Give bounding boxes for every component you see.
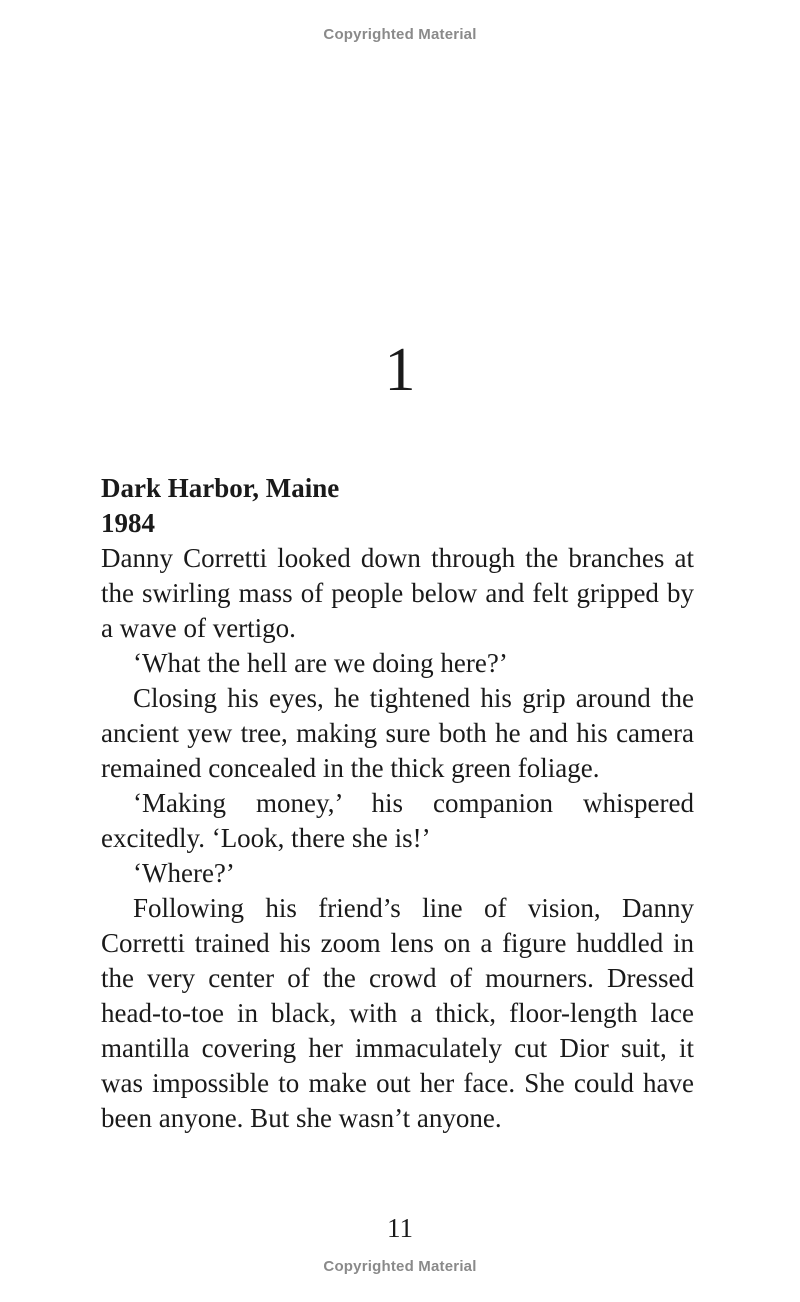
year-heading: 1984 xyxy=(101,508,155,538)
paragraph: ‘Where?’ xyxy=(133,858,235,888)
paragraph: Danny Corretti looked down through the branches at the swirling mass of people below and felt gripped by a wave of vertigo. xyxy=(101,543,694,643)
paragraph: Following his friend’s line of vision, Danny Corretti trained his zoom lens on a figure huddled in the very center of the crowd of mourners. Dressed head-to-toe in black, with a thick, floor-length lace mantilla covering her immaculately cut Dior suit, it was impossible to make out her face. She could have been anyone. But she wasn’t anyone. xyxy=(101,893,694,1133)
chapter-number: 1 xyxy=(384,336,416,404)
copyright-watermark-top: Copyrighted Material xyxy=(323,26,477,43)
paragraph: Closing his eyes, he tightened his grip around the ancient yew tree, making sure both he and his camera remained concealed in the thick green foliage. xyxy=(101,683,694,783)
place-heading: Dark Harbor, Maine xyxy=(101,473,340,503)
paragraph: ‘Making money,’ his companion whispered excitedly. ‘Look, there she is!’ xyxy=(101,788,694,853)
page-number: 11 xyxy=(387,1213,413,1243)
chapter-body xyxy=(101,471,694,1136)
paragraph: ‘What the hell are we doing here?’ xyxy=(133,648,508,678)
copyright-watermark-bottom: Copyrighted Material xyxy=(323,1258,477,1275)
